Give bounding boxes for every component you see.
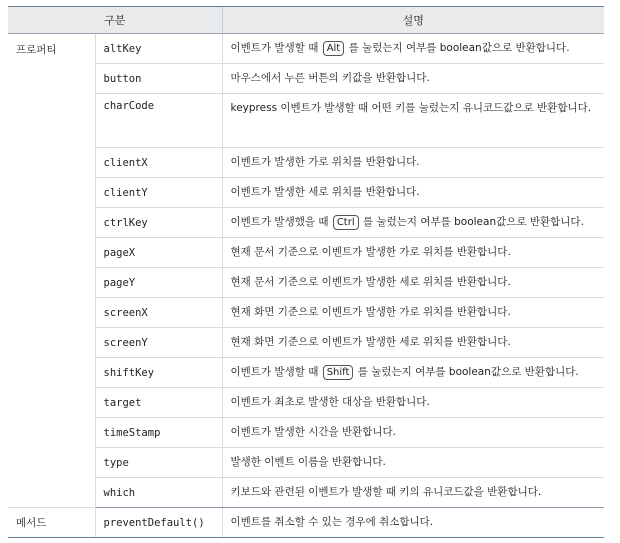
property-description: 현재 화면 기준으로 이벤트가 발생한 세로 위치를 반환합니다. (222, 328, 604, 358)
property-description: 현재 화면 기준으로 이벤트가 발생한 가로 위치를 반환합니다. (222, 298, 604, 328)
method-name: preventDefault() (95, 508, 222, 538)
header-category: 구분 (8, 7, 222, 34)
group-label-property: 프로퍼티 (8, 34, 95, 508)
table-row (8, 238, 604, 268)
shift-key-badge: Shift (323, 365, 354, 380)
property-name: timeStamp (95, 418, 222, 448)
property-name: screenY (95, 328, 222, 358)
property-description (222, 358, 604, 388)
property-name: type (95, 448, 222, 478)
property-name: charCode (95, 94, 222, 148)
table-row (8, 268, 604, 298)
table-row (8, 298, 604, 328)
header-description: 설명 (222, 7, 604, 34)
property-name: which (95, 478, 222, 508)
table-row (8, 418, 604, 448)
property-description: 이벤트가 발생한 세로 위치를 반환합니다. (222, 178, 604, 208)
property-description: keypress 이벤트가 발생할 때 어떤 키를 눌렀는지 유니코드값으로 반환합니다. (222, 94, 604, 148)
event-object-table (8, 6, 604, 538)
table-row (8, 328, 604, 358)
property-description: 현재 문서 기준으로 이벤트가 발생한 세로 위치를 반환합니다. (222, 268, 604, 298)
description-text: 이벤트가 발생할 때 (230, 366, 322, 378)
property-name: pageY (95, 268, 222, 298)
property-name: clientX (95, 148, 222, 178)
property-description: 현재 문서 기준으로 이벤트가 발생한 가로 위치를 반환합니다. (222, 238, 604, 268)
table-header (8, 7, 604, 34)
property-name: ctrlKey (95, 208, 222, 238)
event-object-table-wrapper (8, 6, 604, 538)
table-row (8, 508, 604, 538)
table-row (8, 64, 604, 94)
property-description (222, 208, 604, 238)
property-description (222, 34, 604, 64)
table-row (8, 358, 604, 388)
description-text: 이벤트가 발생할 때 (230, 42, 322, 54)
property-description: 이벤트가 발생한 시간을 반환합니다. (222, 418, 604, 448)
description-text: 를 눌렀는지 여부를 boolean값으로 반환합니다. (359, 216, 584, 228)
table-row (8, 388, 604, 418)
table-row (8, 94, 604, 148)
table-row (8, 208, 604, 238)
description-text: 를 눌렀는지 여부를 boolean값으로 반환합니다. (345, 42, 570, 54)
property-name: altKey (95, 34, 222, 64)
header-row (8, 7, 604, 34)
property-name: target (95, 388, 222, 418)
property-description: 마우스에서 누른 버튼의 키값을 반환합니다. (222, 64, 604, 94)
table-row (8, 148, 604, 178)
description-text: 이벤트가 발생했을 때 (230, 216, 332, 228)
table-row (8, 448, 604, 478)
property-description: 발생한 이벤트 이름을 반환합니다. (222, 448, 604, 478)
ctrl-key-badge: Ctrl (333, 215, 359, 230)
property-name: screenX (95, 298, 222, 328)
property-description: 이벤트가 최초로 발생한 대상을 반환합니다. (222, 388, 604, 418)
group-label-method: 메서드 (8, 508, 95, 538)
property-name: pageX (95, 238, 222, 268)
property-name: button (95, 64, 222, 94)
property-name: shiftKey (95, 358, 222, 388)
table-row (8, 34, 604, 64)
method-description: 이벤트를 취소할 수 있는 경우에 취소합니다. (222, 508, 604, 538)
property-description: 키보드와 관련된 이벤트가 발생할 때 키의 유니코드값을 반환합니다. (222, 478, 604, 508)
alt-key-badge: Alt (323, 41, 345, 56)
table-row (8, 478, 604, 508)
property-name: clientY (95, 178, 222, 208)
property-description: 이벤트가 발생한 가로 위치를 반환합니다. (222, 148, 604, 178)
table-body (8, 34, 604, 538)
description-text: 를 눌렀는지 여부를 boolean값으로 반환합니다. (354, 366, 579, 378)
table-row (8, 178, 604, 208)
